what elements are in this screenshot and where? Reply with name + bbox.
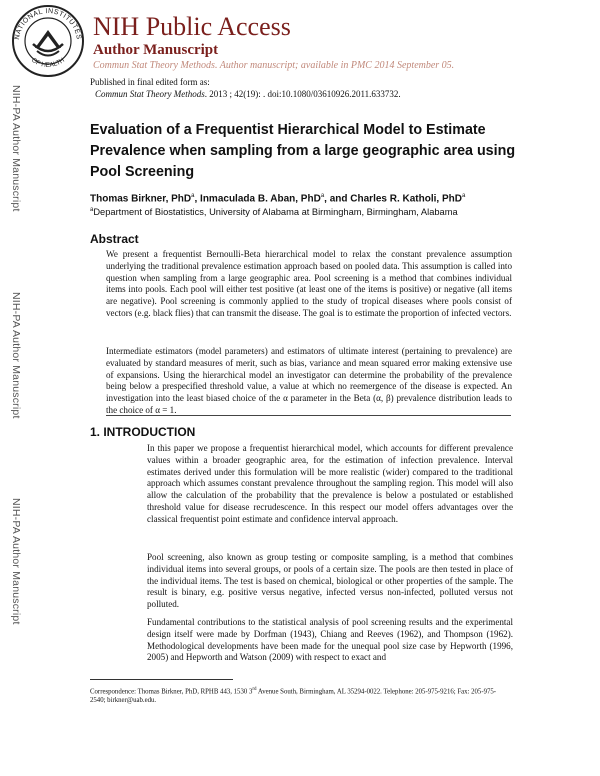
author-affiliation-mark: a (191, 193, 195, 199)
svg-text:OF HEALTH (30, 57, 66, 69)
abstract-paragraph: We present a frequentist Bernoulli-Beta hierarchical model to relax the constant prevalence assumption underlying the traditional prevalence estimation approach based on pooled data. This assumption is called into question when sampling from a large geographic area. Pool screening is a method that combines individual items into pools. Each pool will either test positive (at least one of the items is positive) or negative (all items are negative). Pool screening is commonly applied to the study of tropical diseases where pools consist of vectors (e.g. black flies) that can transmit the disease. The goal is to estimate the proportion of infected vectors. (106, 249, 512, 318)
correspondence-footnote (90, 685, 510, 705)
author-separator: , (194, 193, 201, 205)
citation-line (95, 89, 401, 99)
nih-seal-logo (11, 4, 85, 78)
author-separator: , and (324, 193, 351, 205)
seal-top-text: NATIONAL INSTITUTES (14, 7, 82, 41)
citation-journal: Commun Stat Theory Methods (95, 89, 205, 99)
availability-journal: Commun Stat Theory Methods (93, 60, 215, 71)
article-title: Evaluation of a Frequentist Hierarchical Model to Estimate Prevalence when sampling from a large geographic area using Pool Screening (90, 122, 516, 180)
citation-details: . 2013 ; 42(19): . doi:10.1080/03610926.2011.633732. (204, 89, 401, 99)
published-in-label: Published in final edited form as: (90, 77, 210, 87)
author-affiliation-mark: a (461, 193, 466, 199)
affiliation-mark: a (90, 207, 94, 213)
footnote-ordinal: rd (252, 687, 257, 692)
author-name: Charles R. Katholi, PhD (350, 193, 462, 205)
body-paragraph: In this paper we propose a frequentist hierarchical model, which accounts for different prevalence values within a broader geographic area, for the estimation of infection prevalence. Interval estimates derived under this formulation will be more realistic (wider) compared to the traditional approach which assumes constant prevalence throughout the sampling region. This model will also allow the calculation of the probability that the prevalence is below a postulated or established threshold value for disease recrudescence. In this respect our model offers advantages over the classical frequentist point estimate and confidence interval approach. (147, 443, 513, 524)
abstract-paragraph: Intermediate estimators (model parameters) and estimators of ultimate interest (pertaining to prevalence) are evaluated by standard measures of merit, such as bias, variance and mean squared error making extensive use of expansions. Using the hierarchical model an investigator can determine the probability of the prevalence being below a prespecified threshold value, a value at which no reemergence of the disease is expected. An investigation into the least biased choice of the α parameter in the Beta (α, β) prevalence distribution leads to the choice of α = 1. (106, 346, 512, 415)
footnote-text: Correspondence: Thomas Birkner, PhD, RPHB 443, 1530 3 (90, 688, 253, 696)
body-paragraph: Fundamental contributions to the statistical analysis of pool screening results and the experimental design itself were made by Dorfman (1943), Chiang and Reeves (1962), and Thompson (1962). Methodological developments have been made for the unequal pool size case by Hepworth (1996, 2005) and Hepworth and Watson (2009) with respect to exact and (147, 617, 513, 663)
availability-text: . Author manuscript; available in PMC 2014 September 05. (214, 60, 455, 71)
author-manuscript-subtitle: Author Manuscript (93, 42, 219, 58)
nih-public-access-title: NIH Public Access (93, 12, 291, 41)
section-heading-introduction: 1. INTRODUCTION (90, 425, 196, 439)
author-list (90, 193, 465, 204)
seal-bottom-text: OF HEALTH (30, 56, 66, 69)
affiliation-text: Department of Biostatistics, University of Alabama at Birmingham, Birmingham, Alabama (93, 207, 458, 218)
side-stamp-author-manuscript: NIH-PA Author Manuscript (10, 292, 22, 419)
abstract-rule (106, 415, 511, 416)
side-stamp-author-manuscript: NIH-PA Author Manuscript (10, 85, 22, 212)
affiliation (90, 207, 458, 217)
abstract-heading: Abstract (90, 232, 139, 246)
author-affiliation-mark: a (320, 193, 325, 199)
body-paragraph: Pool screening, also known as group testing or composite sampling, is a method that combines individual items into several groups, or pools of a certain size. The pools are then tested in place of the individual items. The test is based on chemical, biological or other properties of the sample. The result is binary, e.g. positive versus negative, infected versus non-infected, polluted versus not polluted. (147, 552, 513, 610)
footnote-text: Avenue South, Birmingham, AL 35294-0022. Telephone: 205-975-9216; Fax: 205-975-2540; birkner@uab.edu. (90, 688, 497, 705)
availability-note (93, 60, 454, 71)
author-name: Inmaculada B. Aban, PhD (200, 193, 321, 205)
author-name: Thomas Birkner, PhD (90, 193, 192, 205)
side-stamp-author-manuscript: NIH-PA Author Manuscript (10, 498, 22, 625)
footnote-rule (90, 679, 233, 680)
